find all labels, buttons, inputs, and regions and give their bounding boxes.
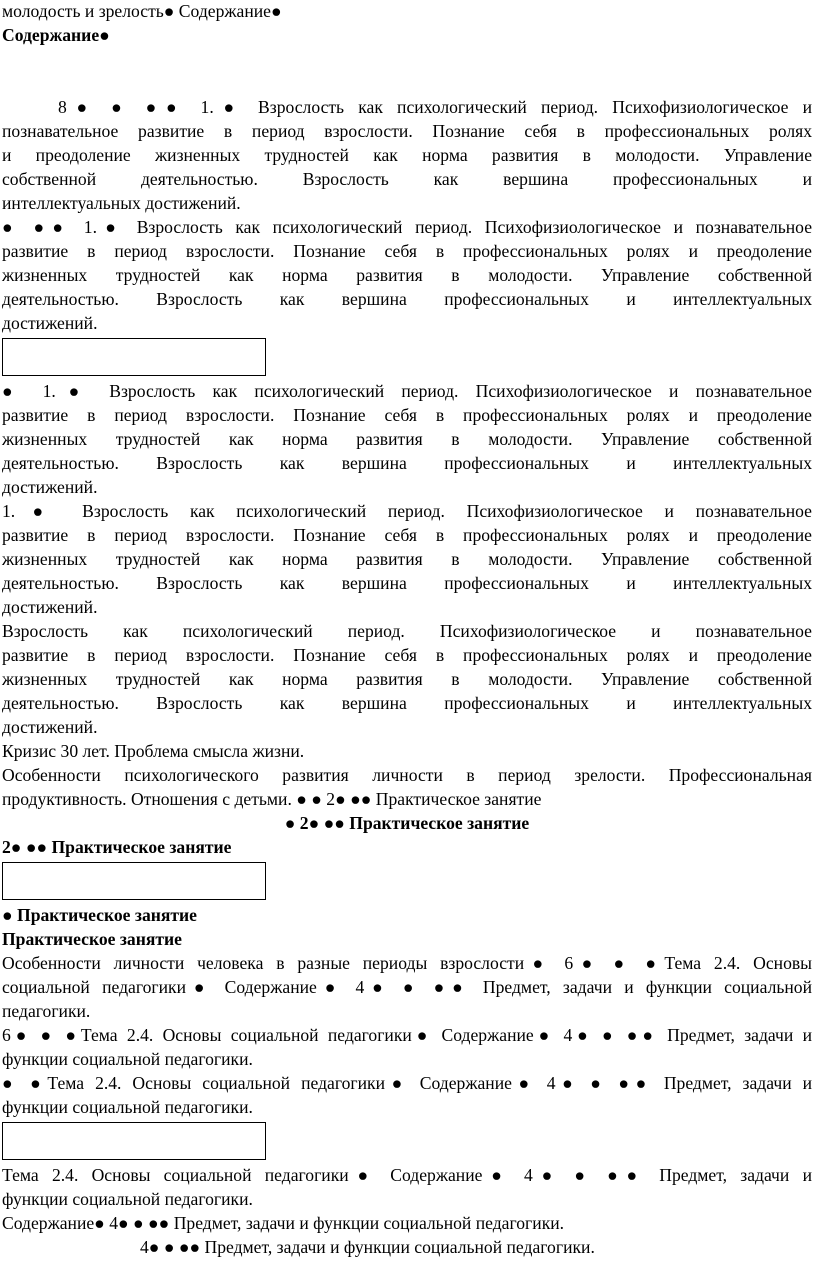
text-line: достижений. — [2, 477, 98, 497]
text-line: Кризис 30 лет. Проблема смысла жизни. — [2, 741, 305, 761]
text-line: 8● ● ●● 1.● Взрослость как психологический период. Психофизиологическое и — [58, 97, 812, 117]
text-line: социальной педагогики● Содержание● 4● ● ●● Предмет, задачи и функции социальной — [2, 977, 812, 997]
text-line: развитие в период взрослости. Познание себя в профессиональных ролях и преодоление — [2, 645, 812, 665]
text-line: жизненных трудностей как норма развития в молодости. Управление собственной — [2, 429, 812, 449]
text-line: функции социальной педагогики. — [2, 1189, 253, 1209]
text-line: функции социальной педагогики. — [2, 1097, 253, 1117]
text-line: ● 1.● Взрослость как психологический период. Психофизиологическое и познавательное — [2, 381, 812, 401]
text-line: деятельностью. Взрослость как вершина профессиональных и интеллектуальных — [2, 453, 812, 473]
text-line: 4● ● ●● Предмет, задачи и функции социальной педагогики. — [140, 1237, 595, 1257]
text-line: ● 2● ●● Практическое занятие — [284, 813, 530, 833]
text-line: ● ●● 1.● Взрослость как психологический период. Психофизиологическое и познавательное — [2, 217, 812, 237]
text-line: развитие в период взрослости. Познание себя в профессиональных ролях и преодоление — [2, 241, 812, 261]
text-line: ● ●Тема 2.4. Основы социальной педагогики● Содержание● 4● ● ●● Предмет, задачи и — [2, 1073, 812, 1093]
empty-box — [2, 338, 266, 376]
text-line: Содержание● — [2, 25, 110, 45]
text-line: развитие в период взрослости. Познание себя в профессиональных ролях и преодоление — [2, 405, 812, 425]
text-line: и преодоление жизненных трудностей как норма развития в молодости. Управление — [2, 145, 812, 165]
text-line: Практическое занятие — [2, 929, 182, 949]
text-line: собственной деятельностью. Взрослость как вершина профессиональных и — [2, 169, 812, 189]
text-line: 6● ● ●Тема 2.4. Основы социальной педагогики● Содержание● 4● ● ●● Предмет, задачи и — [2, 1025, 812, 1045]
text-line: жизненных трудностей как норма развития в молодости. Управление собственной — [2, 669, 812, 689]
text-line: Тема 2.4. Основы социальной педагогики● Содержание● 4● ● ●● Предмет, задачи и — [2, 1165, 812, 1185]
text-line: педагогики. — [2, 1001, 91, 1021]
text-line: достижений. — [2, 597, 98, 617]
text-line: жизненных трудностей как норма развития в молодости. Управление собственной — [2, 549, 812, 569]
text-line: 1.● Взрослость как психологический период. Психофизиологическое и познавательное — [2, 501, 812, 521]
text-line: познавательное развитие в период взрослости. Познание себя в профессиональных ролях — [2, 121, 812, 141]
text-line: интеллектуальных достижений. — [2, 193, 241, 213]
text-line: деятельностью. Взрослость как вершина профессиональных и интеллектуальных — [2, 289, 812, 309]
text-line: Взрослость как психологический период. Психофизиологическое и познавательное — [2, 621, 812, 641]
text-line: Содержание● 4● ● ●● Предмет, задачи и функции социальной педагогики. — [2, 1213, 565, 1233]
empty-box — [2, 1122, 266, 1160]
text-line: Особенности личности человека в разные периоды взрослости● 6● ● ●Тема 2.4. Основы — [2, 953, 812, 973]
text-line: продуктивность. Отношения с детьми. ● ● 2● ●● Практическое занятие — [2, 789, 542, 809]
text-line: 2● ●● Практическое занятие — [2, 837, 232, 857]
empty-box — [2, 862, 266, 900]
text-line: функции социальной педагогики. — [2, 1049, 253, 1069]
text-line: Особенности психологического развития личности в период зрелости. Профессиональная — [2, 765, 812, 785]
text-line: развитие в период взрослости. Познание себя в профессиональных ролях и преодоление — [2, 525, 812, 545]
text-line: достижений. — [2, 313, 98, 333]
text-line: деятельностью. Взрослость как вершина профессиональных и интеллектуальных — [2, 573, 812, 593]
text-line: деятельностью. Взрослость как вершина профессиональных и интеллектуальных — [2, 693, 812, 713]
text-line: ● Практическое занятие — [2, 905, 197, 925]
text-line: жизненных трудностей как норма развития в молодости. Управление собственной — [2, 265, 812, 285]
text-line: достижений. — [2, 717, 98, 737]
text-line: молодость и зрелость● Содержание● — [2, 1, 282, 21]
